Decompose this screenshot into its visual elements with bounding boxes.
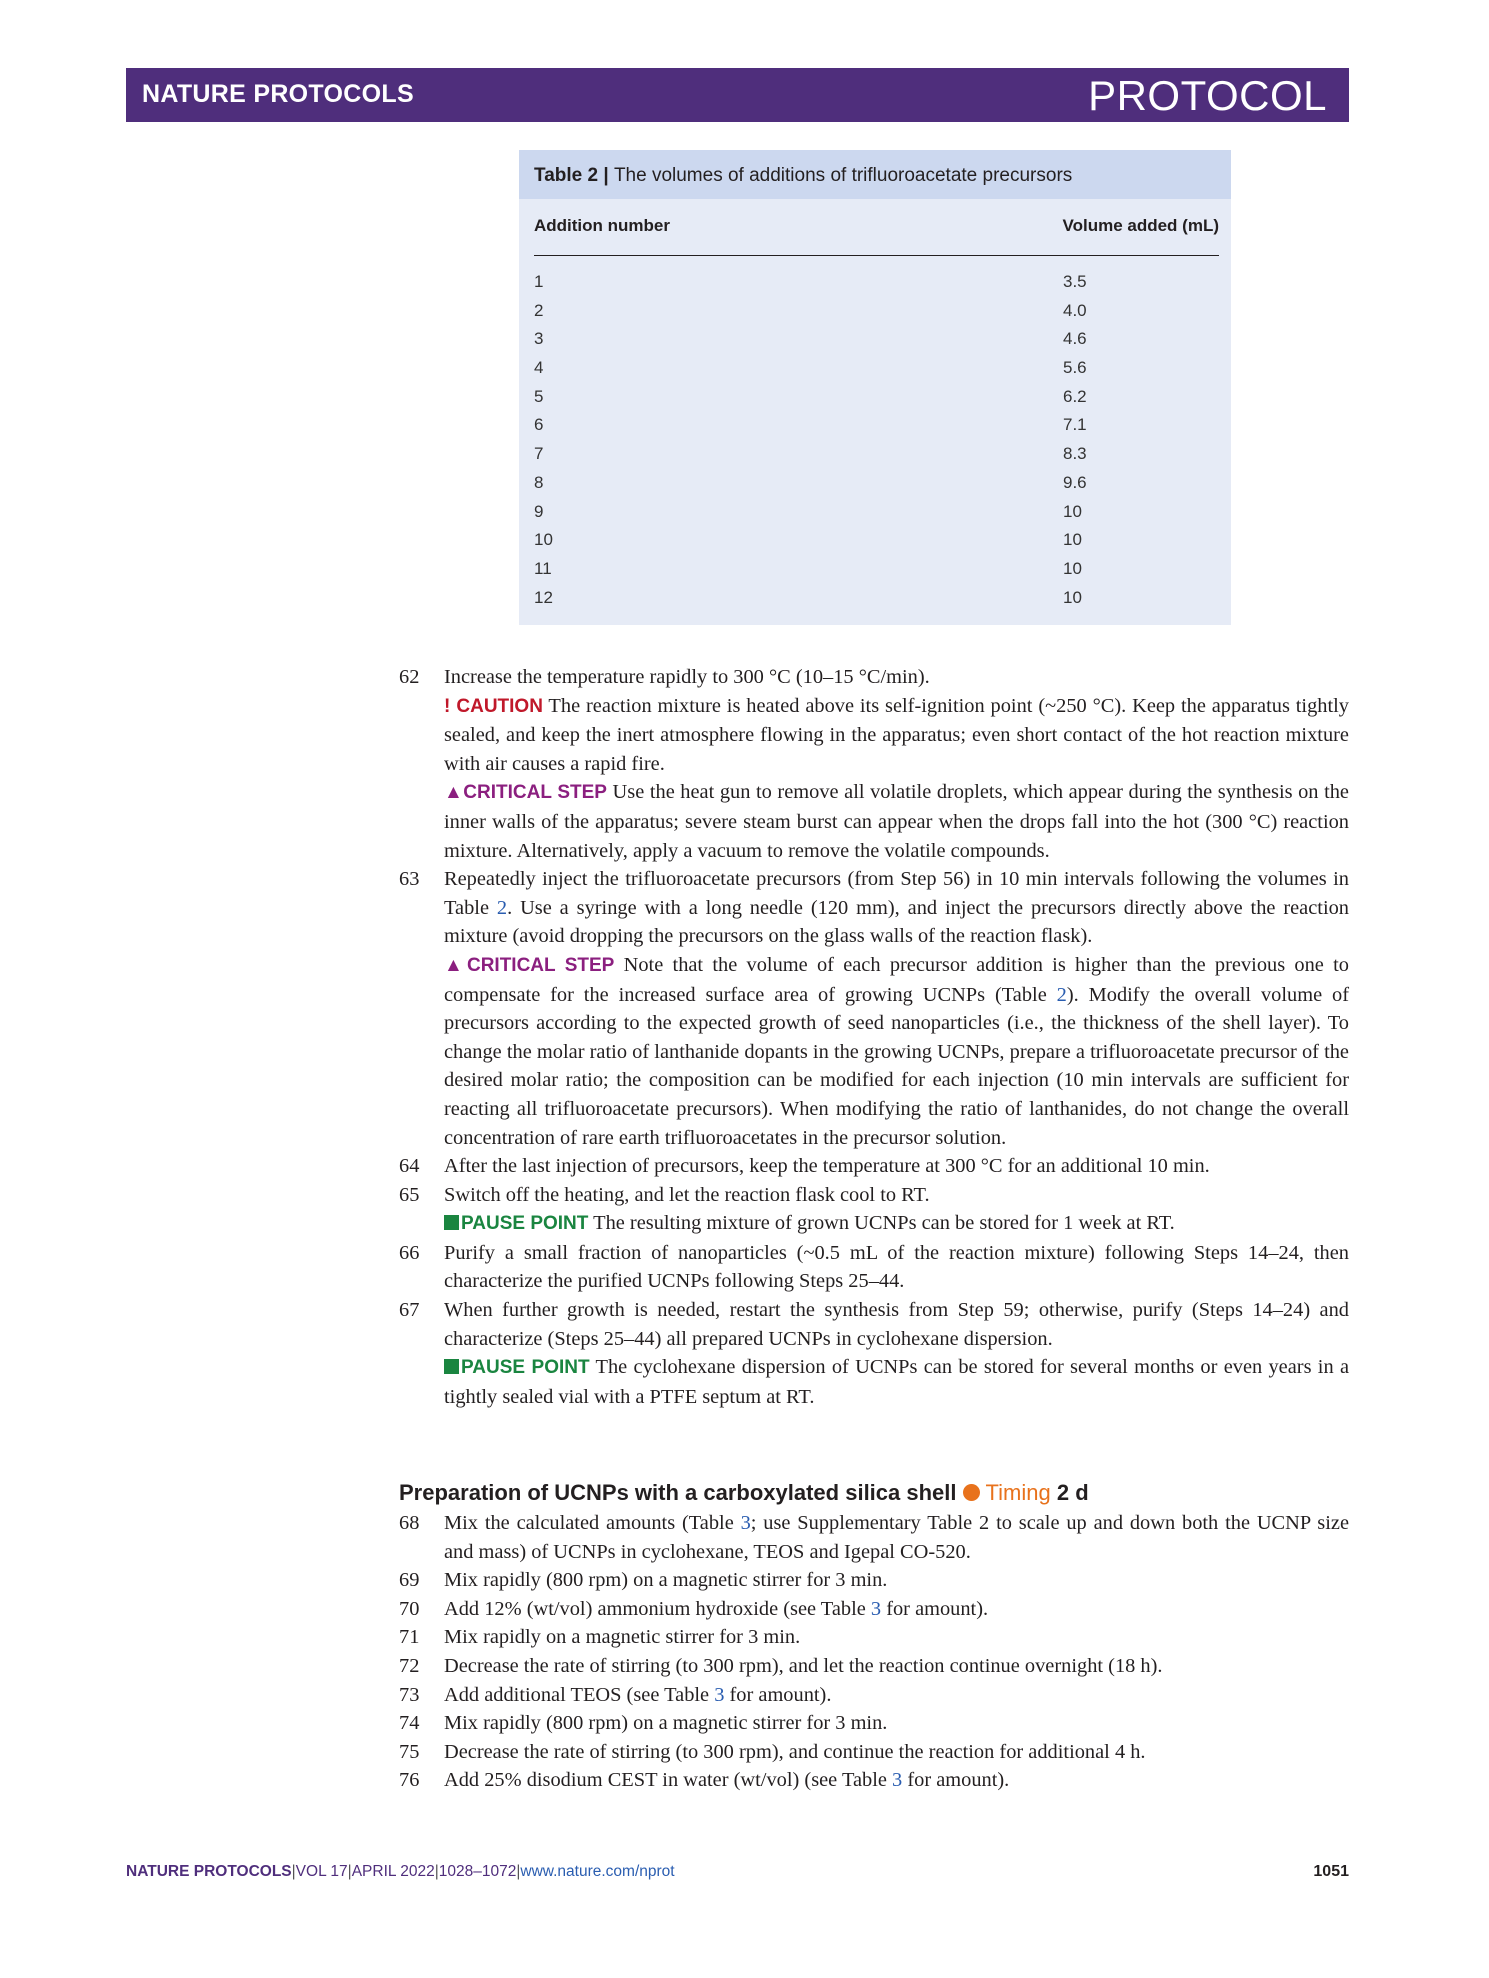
cell-volume: 4.0 [1063,300,1087,320]
cell-volume: 3.5 [1063,272,1087,291]
step-62 [399,663,1349,692]
step-63 [399,865,1349,951]
page-number: 1051 [1313,1863,1349,1880]
step-72 [399,1652,1349,1681]
caution-text: The reaction mixture is heated above its self-ignition point (~250 °C). Keep the apparatus tightly sealed, and keep the inert atmosphere flowing in the apparatus; even short contact of the hot reaction mixture with air causes a rapid fire. [444,694,1349,775]
step-text: Decrease the rate of stirring (to 300 rpm), and let the reaction continue overnight (18 h). [444,1654,1163,1677]
table-caption: The volumes of additions of trifluoroacetate precursors [613,165,1073,186]
pause-square-icon [444,1359,459,1374]
step-number: 76 [399,1769,420,1792]
step-text-part: . Use a syringe with a long needle (120 mm), and inject the precursors directly above the reaction mixture (avoid dropping the precursors on the glass walls of the reaction flask). [444,896,1349,948]
cell-addition-number: 6 [534,415,544,435]
step-75 [399,1738,1349,1767]
step-text [444,1766,1349,1795]
footer-pages: 1028–1072 [438,1863,517,1880]
section-heading [399,1480,1089,1506]
cell-volume: 6.2 [1063,386,1087,406]
step-74 [399,1709,1349,1738]
cell-addition-number: 8 [534,472,544,492]
cell-addition-number: 2 [534,300,544,320]
step-number: 71 [399,1626,420,1649]
table-2 [519,150,1231,625]
table-link[interactable]: 3 [892,1769,903,1792]
step-65 [399,1181,1349,1210]
footer-url-link[interactable]: www.nature.com/nprot [520,1863,675,1880]
cell-addition-number: 9 [534,501,544,521]
critical-step-text: Use the heat gun to remove all volatile droplets, which appear during the synthesis on the inner walls of the apparatus; severe steam burst can appear when the drops fall into the hot (300 °C) reaction mixture. Alternatively, apply a vacuum to remove the volatile compounds. [444,781,1349,862]
table-row [534,469,1219,498]
page-footer [126,1863,1349,1881]
timing-value: 2 d [1056,1480,1089,1505]
critical-step-text: Note that the volume of each precursor addition is higher than the previous one to compensate for the increased surface area of growing UCNPs (Table [444,953,1349,1006]
footer-separator: | [434,1863,439,1880]
cell-volume: 8.3 [1063,444,1087,464]
step-text: Switch off the heating, and let the reaction flask cool to RT. [444,1183,930,1206]
step-text-part: for amount). [902,1769,1010,1792]
step-number: 64 [399,1155,420,1178]
step-number: 67 [399,1299,420,1322]
critical-step-label: ▲CRITICAL STEP [444,782,607,804]
step-text: When further growth is needed, restart the synthesis from Step 59; otherwise, purify (Steps 14–24) and characterize (Steps 25–44) all prepared UCNPs in cyclohexane dispersion. [444,1299,1349,1350]
step-66 [399,1239,1349,1296]
cell-addition-number: 4 [534,358,544,378]
cell-addition-number: 12 [534,587,553,607]
step-64 [399,1152,1349,1181]
journal-header-bar [126,68,1349,122]
table-row [534,526,1219,555]
step-number: 66 [399,1241,420,1264]
step-text: Purify a small fraction of nanoparticles (~0.5 mL of the reaction mixture) following Steps 14–24, then characterize the purified UCNPs following Steps 25–44. [444,1241,1349,1293]
table-header-row [534,216,1219,256]
step-68 [399,1509,1349,1566]
step-number: 62 [399,666,420,688]
table-row [534,297,1219,326]
pause-point-text: The cyclohexane dispersion of UCNPs can be stored for several months or even years in a tightly sealed vial with a PTFE septum at RT. [444,1356,1350,1408]
table-row [534,555,1219,584]
step-text-part: ; use Supplementary Table 2 to scale up and down both the UCNP size and mass) of UCNPs in cyclohexane, TEOS and Igepal CO-520. [444,1512,1349,1563]
step-text: Increase the temperature rapidly to 300 °C (10–15 °C/min). [444,666,930,688]
journal-name: NATURE PROTOCOLS [142,80,414,108]
cell-addition-number: 5 [534,386,544,406]
timing-dot-icon [963,1484,980,1501]
cell-addition-number: 7 [534,444,544,464]
table-row [534,354,1219,383]
cell-volume: 10 [1063,587,1082,607]
caution-note [399,692,1349,779]
step-number: 72 [399,1654,420,1677]
table-row [534,268,1219,297]
procedure-steps-62-67 [399,663,1349,1411]
step-69 [399,1566,1349,1595]
table-link[interactable]: 3 [740,1512,751,1534]
table-link[interactable]: 2 [1056,983,1067,1006]
table-row [534,383,1219,412]
column-header-volume-added: Volume added (mL) [1062,216,1219,235]
cell-addition-number: 1 [534,272,544,291]
step-text-part: Mix the calculated amounts (Table [444,1512,741,1534]
step-text: Decrease the rate of stirring (to 300 rpm), and continue the reaction for additional 4 h. [444,1740,1146,1763]
step-number: 65 [399,1183,420,1206]
pause-point-label: PAUSE POINT [461,1213,589,1235]
step-number: 75 [399,1740,420,1763]
table-row [534,498,1219,527]
step-number: 69 [399,1569,420,1592]
step-text: Mix rapidly on a magnetic stirrer for 3 min. [444,1626,801,1649]
step-73 [399,1681,1349,1710]
step-76 [399,1766,1349,1795]
step-number: 63 [399,868,420,891]
article-type: PROTOCOL [1088,72,1327,119]
footer-volume: VOL 17 [295,1863,348,1880]
column-header-addition-number: Addition number [534,216,670,235]
table-link[interactable]: 3 [870,1597,882,1620]
step-text [444,1681,1349,1710]
table-title [519,150,1231,199]
step-67 [399,1296,1349,1353]
table-number: Table 2 | [534,165,609,186]
footer-separator: | [347,1863,352,1880]
pause-point-label: PAUSE POINT [461,1357,590,1379]
cell-volume: 10 [1063,530,1082,550]
table-row [534,325,1219,354]
step-text [444,1509,1349,1566]
table-link[interactable]: 3 [714,1683,725,1706]
cell-volume: 4.6 [1063,329,1087,349]
step-text: After the last injection of precursors, keep the temperature at 300 °C for an additional 10 min. [444,1155,1210,1178]
procedure-steps-68-76 [399,1509,1349,1795]
step-text-part: Add 12% (wt/vol) ammonium hydroxide (see Table [444,1597,871,1620]
footer-separator: | [516,1863,521,1880]
table-link[interactable]: 2 [496,896,508,919]
step-text [444,1595,1349,1624]
critical-step-text: ). Modify the overall volume of precursors according to the expected growth of seed nanoparticles (i.e., the thickness of the shell layer). To change the molar ratio of lanthanide dopants in the growing UCNPs, prepare a trifluoroacetate precursor of the desired molar ratio; the composition can be modified for each injection (10 min intervals are sufficient for reacting all trifluoroacetate precursors). When modifying the ratio of lanthanides, do not change the overall concentration of rare earth trifluoroacetates in the precursor solution. [444,983,1349,1149]
table-row [534,440,1219,469]
step-text-part: Repeatedly inject the trifluoroacetate precursors (from Step 56) in 10 min intervals following the volumes in Table [444,868,1349,919]
pause-point-text: The resulting mixture of grown UCNPs can be stored for 1 week at RT. [593,1212,1175,1235]
table-row [534,411,1219,440]
timing-label: Timing [985,1480,1051,1505]
cell-volume: 10 [1063,501,1082,521]
table-body [534,268,1219,612]
cell-volume: 5.6 [1063,358,1087,378]
step-text: Mix rapidly (800 rpm) on a magnetic stirrer for 3 min. [444,1712,888,1735]
pause-point-note [399,1209,1349,1239]
step-number: 68 [399,1512,420,1534]
cell-addition-number: 3 [534,329,544,349]
step-text-part: Add additional TEOS (see Table [444,1683,715,1706]
footer-separator: | [291,1863,296,1880]
pause-point-note [399,1353,1349,1411]
cell-addition-number: 10 [534,530,553,550]
critical-step-note [399,951,1349,1152]
cell-addition-number: 11 [534,558,552,578]
step-number: 70 [399,1597,420,1620]
critical-step-label: ▲CRITICAL STEP [444,954,615,976]
section-title: Preparation of UCNPs with a carboxylated silica shell [399,1480,957,1505]
cell-volume: 7.1 [1063,415,1087,435]
step-number: 73 [399,1683,420,1706]
step-text-part: for amount). [881,1597,989,1620]
table-row [534,584,1219,613]
critical-step-note [399,778,1349,865]
step-text: Mix rapidly (800 rpm) on a magnetic stirrer for 3 min. [444,1569,888,1592]
step-text-part: Add 25% disodium CEST in water (wt/vol) (see Table [444,1769,893,1792]
step-text-part: for amount). [724,1683,832,1706]
cell-volume: 10 [1063,558,1082,578]
step-number: 74 [399,1712,420,1735]
pause-square-icon [444,1215,459,1230]
cell-volume: 9.6 [1063,472,1087,492]
step-text [444,865,1349,951]
step-71 [399,1623,1349,1652]
footer-journal: NATURE PROTOCOLS [126,1863,292,1880]
caution-label: ! CAUTION [444,695,543,717]
footer-date: APRIL 2022 [351,1863,435,1880]
step-70 [399,1595,1349,1624]
